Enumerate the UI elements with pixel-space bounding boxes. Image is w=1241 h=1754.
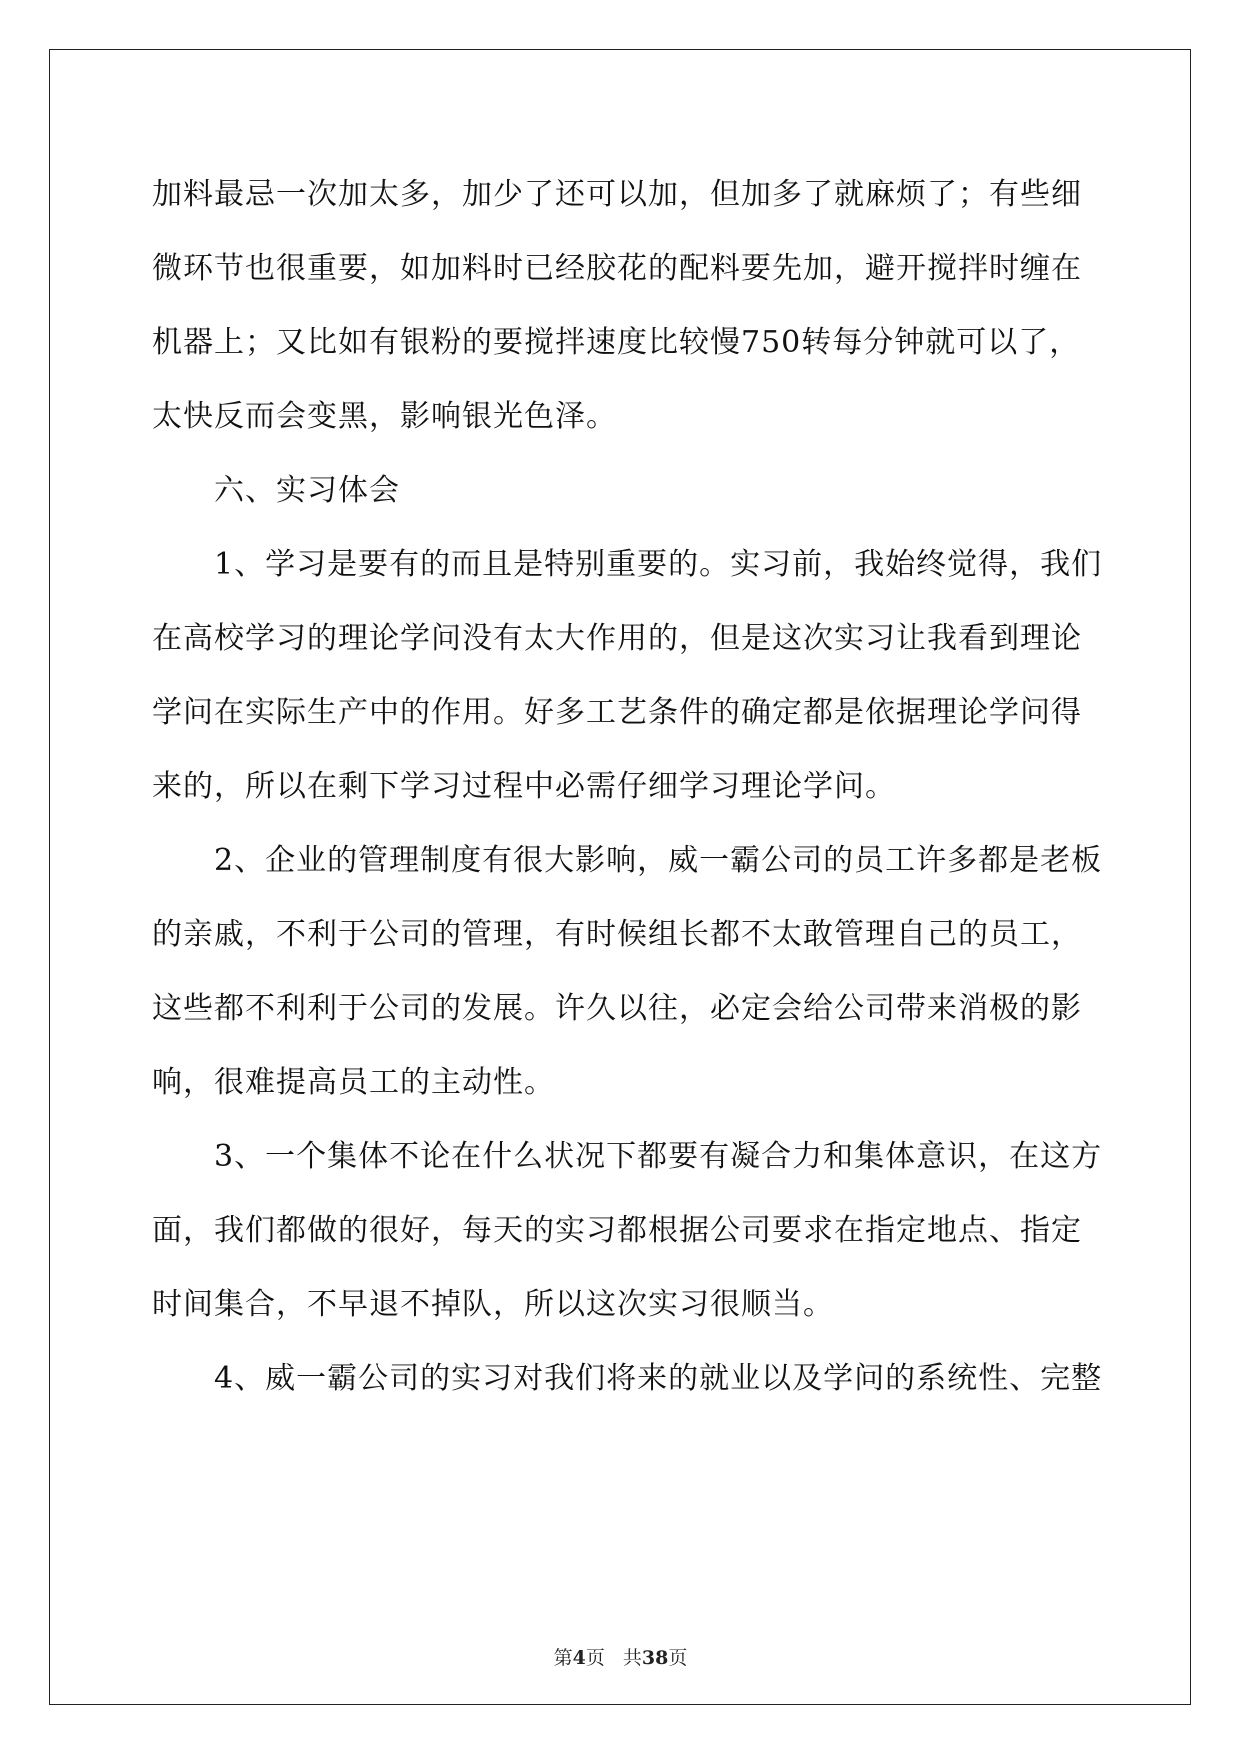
- section-heading: 六、实习体会: [214, 473, 400, 508]
- page-footer: [0, 1643, 1241, 1670]
- text-line: 学问在实际生产中的作用。好多工艺条件的确定都是依据理论学问得: [152, 695, 1082, 730]
- text-line: 在高校学习的理论学问没有太大作用的，但是这次实习让我看到理论: [152, 621, 1082, 656]
- text-line: 加料最忌一次加太多，加少了还可以加，但加多了就麻烦了；有些细: [152, 177, 1082, 212]
- text-line: 2、企业的管理制度有很大影响，威一霸公司的员工许多都是老板: [214, 843, 1103, 878]
- total-suffix: 页: [668, 1647, 688, 1669]
- document-body: [152, 158, 1103, 1416]
- text-line: 时间集合，不早退不掉队，所以这次实习很顺当。: [152, 1287, 834, 1322]
- text-line: 1、学习是要有的而且是特别重要的。实习前，我始终觉得，我们: [214, 547, 1103, 582]
- text-line: 来的，所以在剩下学习过程中必需仔细学习理论学问。: [152, 769, 896, 804]
- text-line: 微环节也很重要，如加料时已经胶花的配料要先加，避开搅拌时缠在: [152, 251, 1082, 286]
- text-line: 响，很难提高员工的主动性。: [152, 1065, 555, 1100]
- page-prefix: 第: [553, 1647, 573, 1669]
- text-line: 面，我们都做的很好，每天的实习都根据公司要求在指定地点、指定: [152, 1213, 1082, 1248]
- text-line: 太快反而会变黑，影响银光色泽。: [152, 399, 617, 434]
- text-line: 机器上；又比如有银粉的要搅拌速度比较慢750转每分钟就可以了，: [152, 325, 1081, 360]
- total-prefix: 共: [622, 1647, 642, 1669]
- text-line: 4、威一霸公司的实习对我们将来的就业以及学问的系统性、完整: [214, 1361, 1103, 1396]
- page-number: 4: [572, 1647, 586, 1669]
- text-line: 3、一个集体不论在什么状况下都要有凝合力和集体意识，在这方: [214, 1139, 1103, 1174]
- text-line: 的亲戚，不利于公司的管理，有时候组长都不太敢管理自己的员工，: [152, 917, 1082, 952]
- total-pages: 38: [641, 1647, 669, 1669]
- page-suffix: 页: [585, 1647, 605, 1669]
- text-line: 这些都不利利于公司的发展。许久以往，必定会给公司带来消极的影: [152, 991, 1082, 1026]
